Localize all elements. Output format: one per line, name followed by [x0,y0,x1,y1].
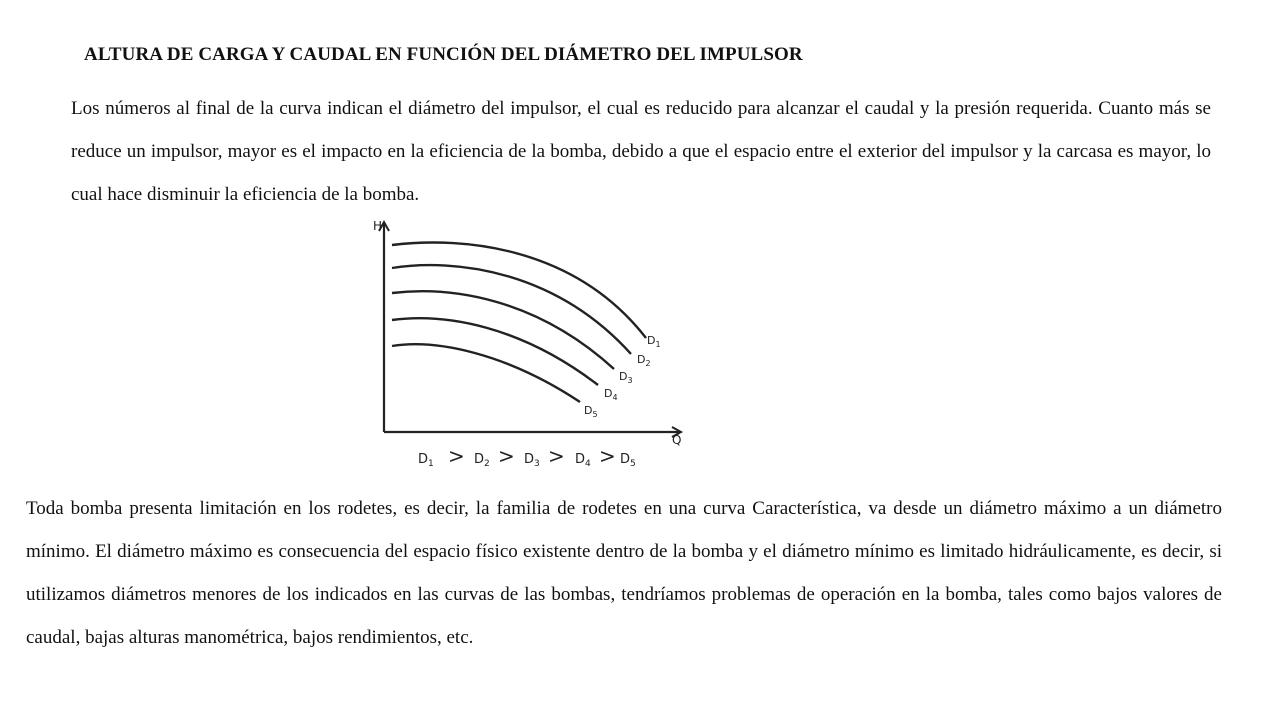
curve-d5 [392,344,580,402]
curve-label-d3: $D_3$ [619,370,633,385]
curve-label-d1: $D_1$ [647,334,661,349]
curve-label-d5: $D_5$ [584,404,598,419]
curve-d2 [392,265,631,354]
y-axis-label: H [373,219,383,233]
figure-svg [356,206,700,472]
curve-label-d2: $D_2$ [637,353,651,368]
limitations-paragraph: Toda bomba presenta limitación en los rodetes, es decir, la familia de rodetes en una curva Característica, va desde un diámetro máximo a un diámetro mínimo. El diámetro máximo es consecuencia del espacio físico existente dentro de la bomba y el diámetro mínimo es limitado hidráulicamente, es decir, si utilizamos diámetros menores de los indicados en las curvas de las bombas, tendríamos problemas de operación en la bomba, tales como bajos valores de caudal, bajas alturas manométrica, bajos rendimientos, etc. [26,498,1222,648]
curve-label-d4: $D_4$ [604,387,618,402]
intro-paragraph: Los números al final de la curva indican el diámetro del impulsor, el cual es reducido para alcanzar el caudal y la presión requerida. Cuanto más se reduce un impulsor, mayor es el impacto en la eficiencia de la bomba, debido a que el espacio entre el exterior del impulsor y la carcasa es mayor, lo cual hace disminuir la eficiencia de la bomba. [71,98,1211,205]
curve-d3 [392,291,614,369]
impeller-diameter-figure [356,206,700,472]
diameter-ordering: $D_1$ > $D_2$ > $D_3$ > $D_4$ > $D_5$ [418,444,636,469]
x-axis-label: Q [672,433,682,447]
curve-d4 [392,318,598,385]
page-title: ALTURA DE CARGA Y CAUDAL EN FUNCIÓN DEL DIÁMETRO DEL IMPULSOR [84,44,803,65]
